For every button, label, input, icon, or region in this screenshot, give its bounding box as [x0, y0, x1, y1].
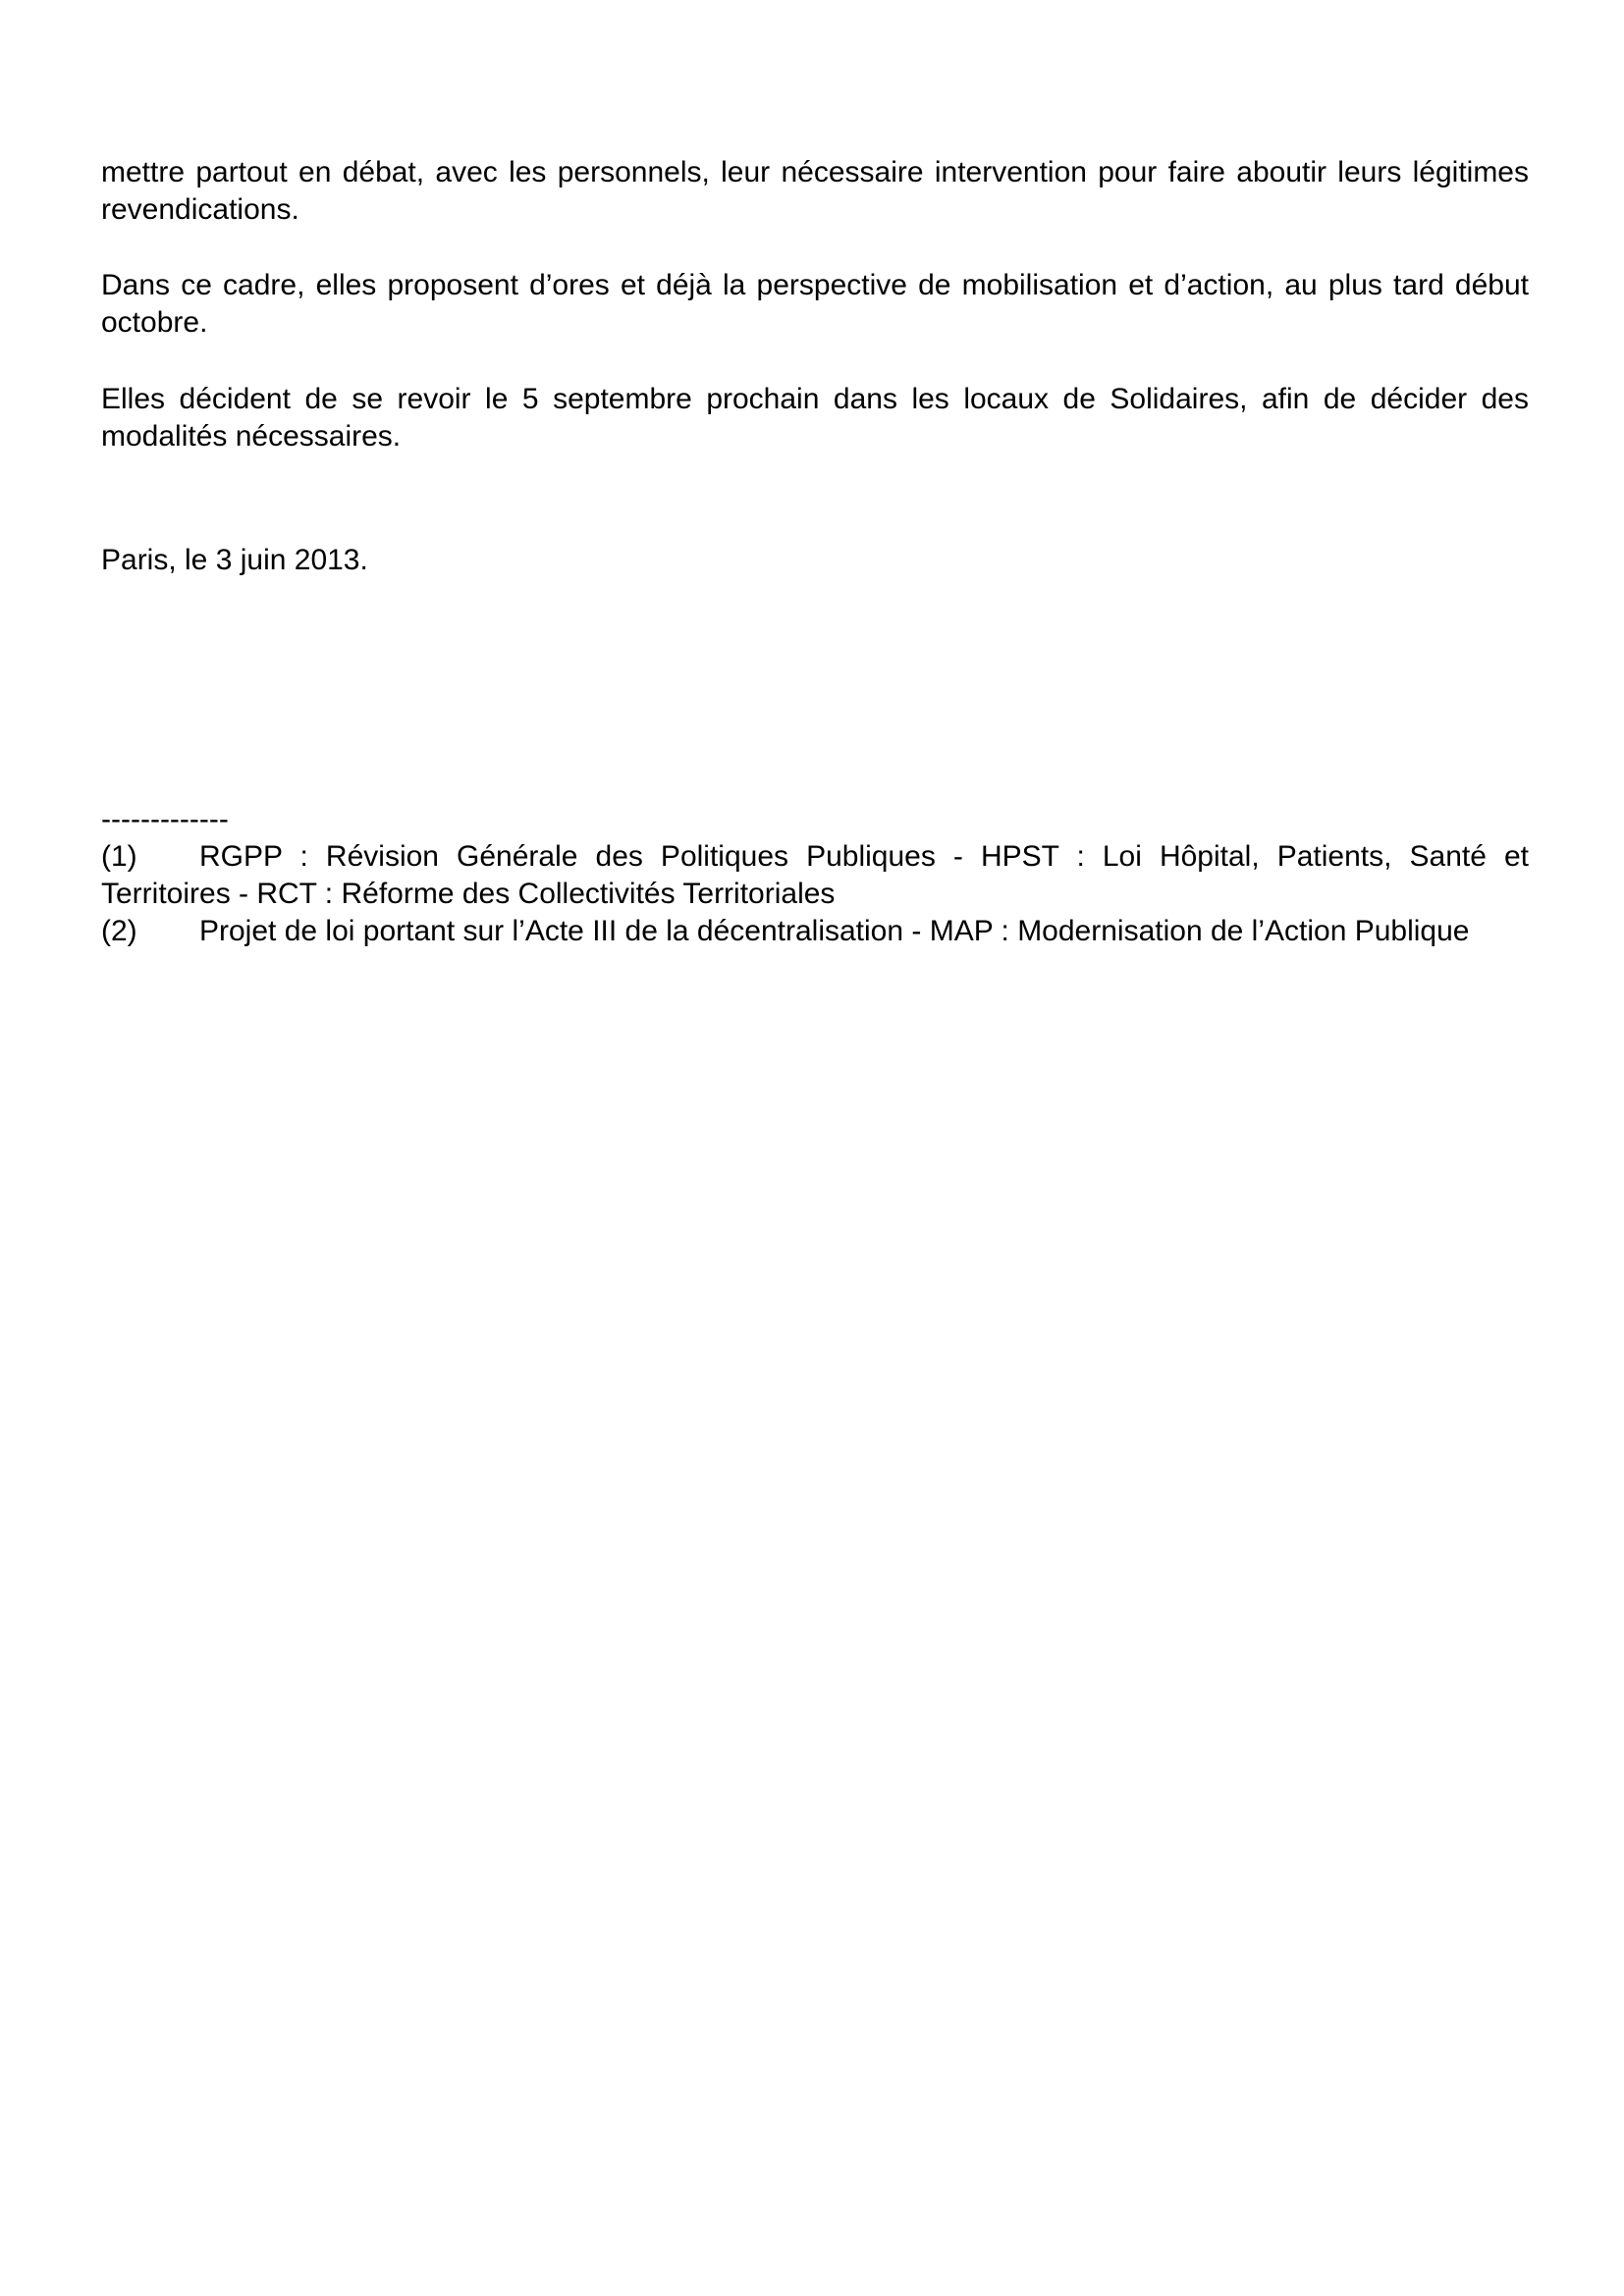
body-paragraph-2: Dans ce cadre, elles proposent d’ores et déjà la perspective de mobilisation et d’action, au plus tard début octobre. — [101, 269, 1529, 339]
footnote-2 — [101, 913, 1529, 950]
footnote-2-text: Projet de loi portant sur l’Acte III de la décentralisation - MAP : Modernisation de l’Action Publique — [199, 915, 1470, 947]
body-paragraph-1: mettre partout en débat, avec les personnels, leur nécessaire intervention pour faire aboutir leurs légitimes revendications. — [101, 156, 1529, 226]
footnote-separator: ------------- — [101, 803, 229, 835]
footnote-1 — [101, 838, 1529, 913]
signoff-date-line: Paris, le 3 juin 2013. — [101, 544, 368, 576]
footnote-1-text: RGPP : Révision Générale des Politiques Publiques - HPST : Loi Hôpital, Patients, Santé et Territoires - RCT : Réforme des Collectivités Territoriales — [101, 840, 1529, 910]
footnotes-section — [101, 801, 1529, 950]
footnote-1-marker: (1) — [101, 840, 137, 873]
body-paragraph-3: Elles décident de se revoir le 5 septembre prochain dans les locaux de Solidaires, afin de décider des modalités nécessaires. — [101, 383, 1529, 453]
footnote-2-marker: (2) — [101, 915, 137, 947]
